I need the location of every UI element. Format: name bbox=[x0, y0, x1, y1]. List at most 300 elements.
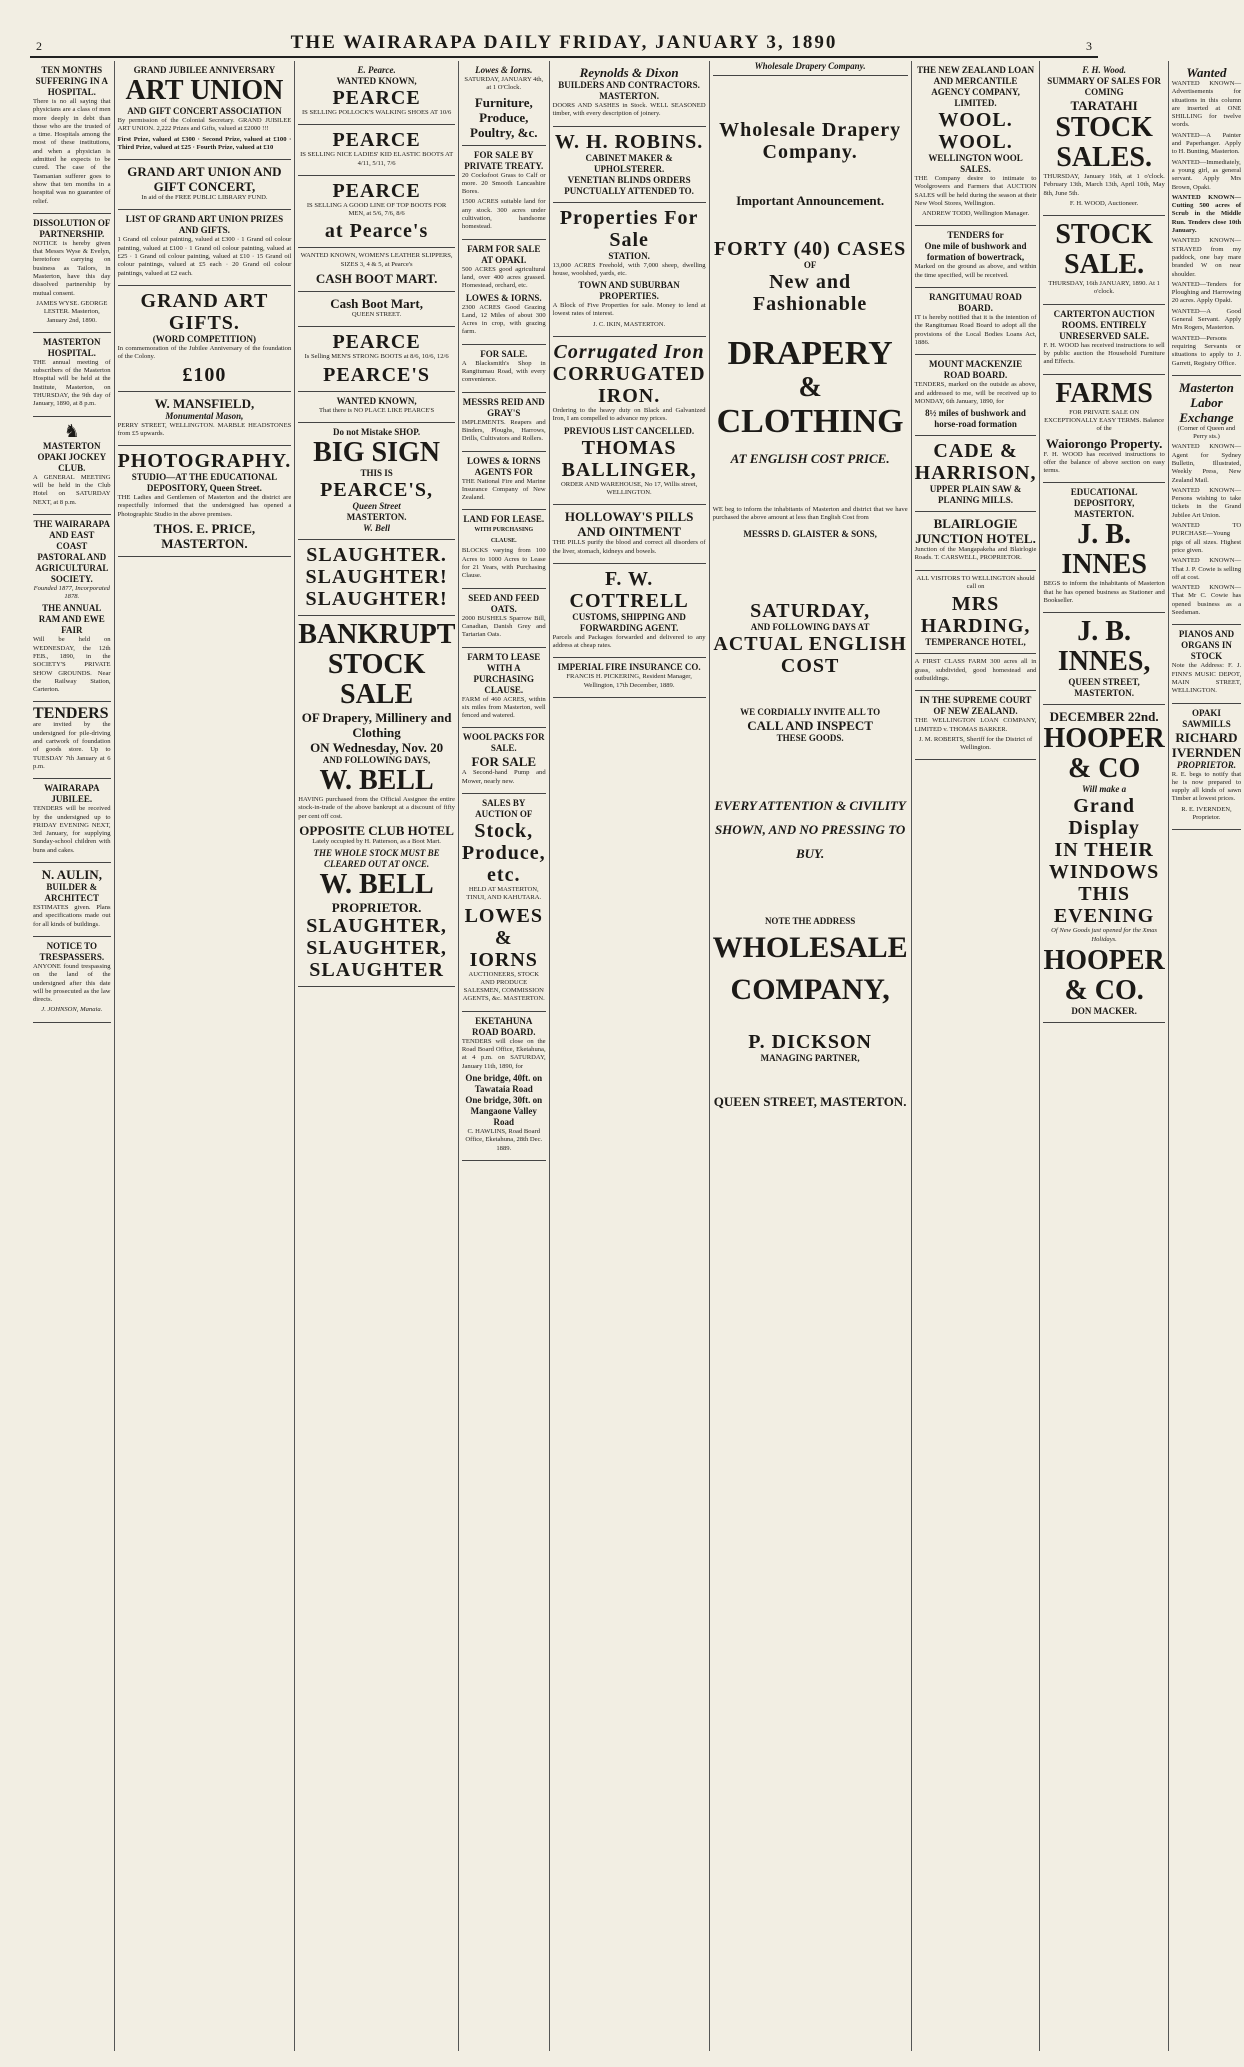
ad-body: In commemoration of the Jubilee Anniversary of the foundation of the Colony. bbox=[117, 344, 292, 361]
folio-right: 3 bbox=[1086, 39, 1092, 53]
ad-body: 20 Cocksfoot Grass to Calf or more. 20 Smooth Lancashire Bores. bbox=[461, 171, 546, 196]
street: Queen Street bbox=[352, 500, 401, 511]
ampersand: & bbox=[798, 372, 822, 403]
properties-ad bbox=[553, 203, 706, 337]
oats-ad bbox=[462, 589, 546, 648]
proprietor-title: PROPRIETOR. bbox=[1176, 759, 1236, 770]
ad-body: That there is NO PLACE LIKE PEARCE'S bbox=[319, 406, 435, 414]
ad-headline: FOR SALE BY PRIVATE TREATY. bbox=[464, 149, 544, 171]
ad-body: QUEEN STREET. bbox=[351, 311, 402, 319]
notice-body: ANYONE found trespassing on the land of the undersigned after this date will be prosecuted as the law directs. bbox=[33, 962, 111, 1004]
ad-body: IS SELLING NICE LADIES' KID ELASTIC BOOTS AT 4/11, 5/11, 7/6 bbox=[300, 151, 454, 167]
town: MASTERTON. bbox=[599, 91, 659, 101]
ad-body: A Blacksmith's Shop in Rangitumau Road, with every convenience. bbox=[461, 359, 546, 384]
ad-body: 13,000 ACRES Freehold, with 7,000 sheep, dwelling house, woolshed, yards, etc. bbox=[552, 261, 706, 277]
ad-headline: SALES BY AUCTION OF bbox=[475, 797, 533, 819]
ad-headline: FARM FOR SALE AT OPAKI. bbox=[467, 243, 541, 265]
these-goods: THESE GOODS. bbox=[776, 733, 844, 744]
ad-signature: F. H. WOOD, Auctioneer. bbox=[1069, 199, 1139, 207]
farm-lease-ad bbox=[462, 648, 546, 729]
ad-body: HELD AT MASTERTON, TINUI, AND KAHUTARA. bbox=[466, 885, 542, 902]
wanted-item: WANTED KNOWN—That Mr C. Cowie has opened business as a Seedsman. bbox=[1171, 584, 1242, 617]
ad-body: THE PILLS purify the blood and correct all disorders of the liver, stomach, kidneys and bowels. bbox=[552, 539, 706, 555]
firm-name: THOMAS BALLINGER, bbox=[561, 436, 697, 481]
ad-headline: SEED AND FEED OATS. bbox=[468, 592, 540, 614]
ad-headline: GRAND ART GIFTS. bbox=[140, 289, 269, 334]
ad-headline: BANKRUPT STOCK SALE bbox=[298, 618, 456, 710]
pearce-ad-2 bbox=[298, 125, 455, 176]
company-name: Wholesale Drapery Company. bbox=[719, 119, 902, 163]
tender-body: are invited by the undersigned for pile-driving and cartwork of foundation of goods store. Up to TUESDAY 7th January at 6 p.m. bbox=[33, 721, 111, 770]
ad-body: IS SELLING POLLOCK'S WALKING SHOES AT 10/6 bbox=[301, 109, 452, 116]
ad-subhead: WELLINGTON WOOL SALES. bbox=[928, 153, 1023, 174]
masthead bbox=[30, 14, 1098, 58]
ad-headline: TENDERS for bbox=[947, 230, 1004, 241]
ad-body: THE National Fire and Marine Insurance Company of New Zealand. bbox=[461, 477, 546, 502]
ad-headline: Wholesale Drapery Company. bbox=[754, 61, 866, 71]
ad-subhead: UPPER PLAIN SAW & PLANING MILLS. bbox=[929, 484, 1022, 506]
ad-headline: Corrugated Iron bbox=[553, 341, 705, 364]
notice-signature: JAMES WYSE. GEORGE LESTER. Masterton, January 2nd, 1890. bbox=[36, 299, 108, 324]
pianos-ad bbox=[1172, 625, 1241, 703]
ad-subhead: BUILDERS AND CONTRACTORS. bbox=[558, 80, 700, 90]
stock-sales-title: STOCK SALES. bbox=[1055, 112, 1153, 173]
tender-item: One mile of bushwork and formation of bowertrack, bbox=[924, 241, 1027, 263]
big-sign-ad bbox=[298, 423, 455, 540]
pearce-tagline: at Pearce's bbox=[324, 220, 429, 243]
ad-headline: EKETAHUNA ROAD BOARD. bbox=[472, 1015, 536, 1037]
pearce-name: PEARCE'S, bbox=[320, 478, 434, 501]
big-sign-title: BIG SIGN bbox=[313, 436, 440, 468]
tender-headline: TENDERS bbox=[33, 705, 109, 723]
stock-auction-ad bbox=[462, 794, 546, 1012]
trespass-notice bbox=[33, 937, 111, 1023]
of-word: OF bbox=[803, 260, 817, 270]
builder-name: N. AULIN, bbox=[41, 867, 102, 883]
ad-headline: OPAKI SAWMILLS bbox=[1182, 707, 1231, 729]
notice-body: A GENERAL MEETING will be held in the Club Hotel on SATURDAY NEXT, at 8 p.m. bbox=[33, 473, 111, 506]
ad-body: WE beg to inform the inhabitants of Masterton and district that we have purchased the above amount at less than English Cost from bbox=[712, 506, 908, 522]
ad-headline: CARTERTON AUCTION ROOMS. ENTIRELY UNRESERVED SALE. bbox=[1053, 308, 1155, 341]
pearce-ad-1 bbox=[298, 61, 455, 125]
ad-headline: SLAUGHTER. SLAUGHTER! SLAUGHTER! bbox=[305, 543, 448, 610]
pearce-name: PEARCE bbox=[332, 179, 421, 202]
ad-body: 2300 ACRES Good Grazing Land, 12 Miles of about 300 Acres in crop, with grazing farm. bbox=[461, 303, 546, 336]
ad-body: AUCTIONEERS, STOCK AND PRODUCE SALESMEN, COMMISSION AGENTS, &c. MASTERTON. bbox=[462, 970, 545, 1003]
ad-body: BLOCKS varying from 100 Acres to 1000 Acres to Lease for 21 Years, with Purchasing Clause. bbox=[461, 547, 546, 580]
ad-subhead: AND GIFT CONCERT ASSOCIATION bbox=[127, 106, 282, 116]
invite-line: WE CORDIALLY INVITE ALL TO bbox=[740, 707, 881, 718]
photography-ad bbox=[118, 446, 292, 557]
notice-headline: THE WAIRARAPA AND EAST COAST PASTORAL AND AGRICULTURAL SOCIETY. bbox=[33, 518, 110, 584]
ad-headline: MESSRS REID AND GRAY'S bbox=[462, 396, 545, 418]
column-4 bbox=[459, 61, 550, 2051]
ad-headline: W. H. ROBINS. bbox=[554, 130, 704, 153]
call-inspect: CALL AND INSPECT bbox=[747, 718, 873, 734]
column-9 bbox=[1169, 61, 1244, 2051]
bridge-one: One bridge, 40ft. on Tawataia Road bbox=[465, 1072, 543, 1094]
hotel-owner: MRS HARDING, bbox=[920, 593, 1031, 638]
wanted-item: WANTED KNOWN—Agent for Sydney Bulletin, Illustrated, Weekly Press, New Zealand Mail. bbox=[1171, 443, 1242, 484]
bankrupt-stock-ad bbox=[298, 616, 455, 987]
wanted-item: WANTED—Tenders for Ploughing and Harrowing 20 acres. Apply Opaki. bbox=[1171, 280, 1242, 305]
ad-signature: J. C. IKIN, MASTERTON. bbox=[593, 320, 666, 328]
ad-clearance: THE WHOLE STOCK MUST BE CLEARED OUT AT ONCE. bbox=[313, 848, 440, 870]
ad-body: IS SELLING A GOOD LINE OF TOP BOOTS FOR MEN, at 5/6, 7/6, 8/6 bbox=[306, 201, 447, 218]
drapery-title: DRAPERY bbox=[727, 335, 893, 372]
carterton-auction-ad bbox=[1043, 305, 1164, 375]
holloway-ad bbox=[553, 505, 706, 564]
ad-body: 2000 BUSHELS Sparrow Bill, Canadian, Danish Grey and Tartarian Oats. bbox=[461, 614, 546, 639]
note-address: NOTE THE ADDRESS bbox=[764, 916, 856, 927]
ad-subhead: (WORD COMPETITION) bbox=[152, 333, 257, 344]
notice-headline: DISSOLUTION OF PARTNERSHIP. bbox=[33, 217, 111, 239]
ad-body: Of New Goods just opened for the Xmas Holidays. bbox=[1051, 927, 1158, 943]
pearce-ad-4 bbox=[298, 248, 455, 292]
supplier-firm: MESSRS D. GLAISTER & SONS, bbox=[743, 529, 877, 540]
land-lease-ad bbox=[462, 510, 546, 588]
dissolution-notice bbox=[33, 214, 111, 333]
implements-ad bbox=[462, 393, 546, 452]
ad-headline: LAND FOR LEASE. bbox=[463, 514, 545, 525]
sale-date: ON Wednesday, Nov. 20 bbox=[310, 739, 444, 755]
ad-signature: FRANCIS H. PICKERING, Resident Manager, Wellington, 17th December, 1889. bbox=[566, 673, 692, 689]
ad-body: PERRY STREET, WELLINGTON. MARBLE HEADSTONES from £5 upwards. bbox=[117, 421, 292, 437]
attention-line: EVERY ATTENTION & CIVILITY SHOWN, AND NO PRESSING TO BUY. bbox=[714, 798, 906, 862]
ad-date: DECEMBER 22nd. bbox=[1049, 709, 1159, 725]
ad-headline: FARM TO LEASE WITH A PURCHASING CLAUSE. bbox=[467, 651, 541, 695]
cost-line: AT ENGLISH COST PRICE. bbox=[730, 451, 890, 466]
ad-body: FOR PRIVATE SALE ON EXCEPTIONALLY EASY TERMS. Balance of the bbox=[1044, 408, 1165, 433]
ad-headline: LIST OF GRAND ART UNION PRIZES AND GIFTS. bbox=[125, 214, 284, 236]
ad-body: THE Company desire to intimate to Woolgrowers and Farmers that AUCTION SALES will be held during the season at their New Wool Stores, Wellington. bbox=[914, 175, 1037, 207]
ad-body: R. E. begs to notify that he is now prepared to supply all kinds of sawn Timber at lowest prices. bbox=[1171, 770, 1242, 803]
ad-headline: HOLLOWAY'S PILLS AND OINTMENT bbox=[564, 509, 694, 540]
jubilee-tender bbox=[33, 779, 111, 863]
ad-body: VENETIAN BLINDS ORDERS PUNCTUALLY ATTENDED TO. bbox=[564, 174, 694, 196]
ad-subhead: Will make a bbox=[1082, 784, 1127, 795]
tender-item: 8½ miles of bushwork and horse-road formation bbox=[925, 408, 1026, 430]
ad-body: Marked on the ground as above, and within the time specified, will be received. bbox=[914, 263, 1037, 279]
wanted-item: WANTED—Immediately, a young girl, as general servant. Apply Mrs Brown, Opaki. bbox=[1171, 158, 1242, 191]
ad-headline: RANGITUMAU ROAD BOARD. bbox=[929, 292, 1022, 314]
hooper-name: HOOPER & CO bbox=[1043, 723, 1165, 785]
following-days: AND FOLLOWING DAYS AT bbox=[750, 622, 870, 633]
clothing-title: CLOTHING bbox=[716, 403, 904, 440]
eketahuna-tender bbox=[462, 1012, 546, 1161]
ad-headline: IN THE SUPREME COURT OF NEW ZEALAND. bbox=[919, 695, 1032, 717]
innes-ad-2 bbox=[1043, 613, 1164, 705]
imperial-fire-ad bbox=[553, 658, 706, 698]
ad-location: OPPOSITE CLUB HOTEL bbox=[299, 822, 454, 838]
ad-body: Ordering to the heavy duty on Black and Galvanized Iron, I am compelled to advance my prices. bbox=[552, 407, 706, 423]
ad-signature: J. M. ROBERTS, Sheriff for the District of Wellington. bbox=[918, 735, 1033, 752]
fashionable-line: New and Fashionable bbox=[752, 271, 868, 315]
farms-ad bbox=[1043, 375, 1164, 484]
rangitumau-notice bbox=[915, 288, 1037, 355]
wanted-known: WANTED KNOWN, bbox=[336, 395, 417, 406]
bridge-two: One bridge, 30ft. on Mangaone Valley Road bbox=[465, 1094, 543, 1127]
pearce-ad-5 bbox=[298, 292, 455, 327]
ad-headline: EDUCATIONAL DEPOSITORY, MASTERTON. bbox=[1070, 487, 1138, 520]
article-body: There is no all saying that physicians are a class of men more deeply in debt than those who are the trusted of a time. Hospitals among the most of these institutions, and when a physician is admitted he expects to be cured. The case of the Tasmanian sufferer goes to show that ten months in a hospital was no guarantee of relief. bbox=[33, 98, 111, 205]
ad-subhead: QUEEN STREET, MASTERTON. bbox=[1068, 677, 1140, 699]
ad-body: A Block of Five Properties for sale. Money to lend at lowest rates of interest. bbox=[552, 302, 706, 318]
pastoral-society-notice bbox=[33, 515, 111, 703]
column-2 bbox=[115, 61, 296, 2051]
ad-subhead: WITH PURCHASING CLAUSE. bbox=[474, 527, 534, 545]
ad-subhead: FOR SALE bbox=[471, 754, 537, 770]
ad-title: CORRUGATED IRON. bbox=[552, 363, 706, 408]
notice-headline: MASTERTON HOSPITAL. bbox=[43, 336, 101, 358]
ad-body: 1 Grand oil colour painting, valued at £300 · 1 Grand oil colour painting, valued at £100 · 1 Grand oil colour painting, valued at £25 · 1 Grand oil colour painting, valued at £10 · 15 Grand oil colour paintings, valued at £5 each · 20 Grand oil colour paintings, valued at £2 each. bbox=[117, 236, 292, 277]
builder-ad bbox=[33, 863, 111, 937]
art-union-title: ART UNION bbox=[125, 75, 284, 106]
taratahi-sales-ad bbox=[1043, 61, 1164, 216]
slaughter-ad bbox=[298, 540, 455, 616]
sawmills-ad bbox=[1172, 704, 1241, 831]
ad-headline: GRAND JUBILEE ANNIVERSARY bbox=[133, 65, 276, 75]
builders-ad bbox=[553, 61, 706, 127]
ad-headline: Masterton Labor Exchange bbox=[1179, 379, 1234, 425]
wanted-item: WANTED KNOWN—That J. P. Cowie is selling off at cost. bbox=[1171, 557, 1242, 581]
ad-body: TENDERS will close on the Road Board Office, Eketahuna, at 4 p.m. on SATURDAY, January 11th, 1890, for bbox=[461, 1037, 546, 1070]
column-8 bbox=[1040, 61, 1168, 2051]
bell-name: W. BELL bbox=[319, 869, 434, 901]
loan-agency-ad bbox=[915, 61, 1037, 226]
insurance-agents-ad bbox=[462, 452, 546, 511]
hooper-name: HOOPER & CO. bbox=[1043, 944, 1165, 1006]
wanted-known: WANTED KNOWN, bbox=[336, 76, 417, 86]
ad-body: DOORS AND SASHES in Stock. WELL SEASONED timber, with every description of joinery. bbox=[552, 102, 706, 118]
bushwork-tender bbox=[915, 226, 1037, 288]
ad-headline: MOUNT MACKENZIE ROAD BOARD. bbox=[929, 359, 1023, 381]
ad-title: PROPRIETOR. bbox=[331, 900, 422, 916]
wanted-item: WANTED—A Painter and Paperhanger. Apply to H. Bunting, Masterton. bbox=[1171, 131, 1242, 156]
fair-title: THE ANNUAL RAM AND EWE FAIR bbox=[38, 603, 105, 636]
ad-subhead: OF Drapery, Millinery and Clothing bbox=[301, 709, 452, 740]
cottrell-ad bbox=[553, 564, 706, 659]
ad-signature: ANDREW TODD, Wellington Manager. bbox=[921, 210, 1030, 218]
ad-body: Lately occupied by H. Patterson, as a Boot Mart. bbox=[312, 837, 441, 845]
column-7 bbox=[912, 61, 1041, 2051]
ad-body: ORDER AND WAREHOUSE, No 17, Willis street, WELLINGTON. bbox=[560, 480, 698, 496]
blacksmith-ad bbox=[462, 345, 546, 393]
columns bbox=[30, 61, 1242, 2051]
prize-amount: £100 bbox=[182, 363, 227, 386]
wanted-item: WANTED—Persons requiring Servants or situations to apply to J. Garrett, Registry Office. bbox=[1171, 334, 1242, 367]
ad-headline: Cash Boot Mart, bbox=[330, 296, 423, 312]
ad-headline: FARMS bbox=[1055, 377, 1153, 409]
mason-ad bbox=[118, 392, 292, 447]
pearce-name: PEARCE bbox=[332, 87, 421, 109]
wholesale-company: WHOLESALE COMPANY, bbox=[712, 931, 908, 1007]
wanted-item: WANTED KNOWN—Cutting 500 acres of Scrub in the Middle Run. Tenders close 10th January. bbox=[1171, 193, 1242, 235]
ad-subhead: TOWN AND SUBURBAN PROPERTIES. bbox=[578, 280, 680, 302]
supreme-court-notice bbox=[915, 691, 1037, 760]
ad-subhead: PREVIOUS LIST CANCELLED. bbox=[564, 425, 695, 436]
saw-mills-ad bbox=[915, 436, 1037, 512]
innes-name: J. B. INNES, bbox=[1057, 616, 1151, 678]
horse-icon: ♞ bbox=[63, 420, 80, 441]
ad-body: IT is hereby notified that it is the intention of the Rangitumau Road Board to adopt all the provisions of the Local Bodies Loans Act, 1886. bbox=[914, 314, 1037, 346]
column-6 bbox=[710, 61, 912, 2051]
ad-headline: F. H. Wood. bbox=[1082, 65, 1126, 75]
jockey-club-notice bbox=[33, 417, 111, 515]
proprietor-name: RICHARD IVERNDEN bbox=[1171, 729, 1242, 760]
pearce-ad-6 bbox=[298, 327, 455, 391]
ad-headline: IMPERIAL FIRE INSURANCE CO. bbox=[557, 662, 701, 673]
ad-headline: BLAIRLOGIE JUNCTION HOTEL. bbox=[915, 516, 1036, 547]
ad-headline: CASH BOOT MART. bbox=[315, 271, 438, 287]
ad-body: In aid of the FREE PUBLIC LIBRARY FUND. bbox=[141, 194, 268, 202]
ad-body: THURSDAY, 16th JANUARY, 1890. At 1 o'clock. bbox=[1048, 280, 1160, 296]
wool-packs-ad bbox=[462, 728, 546, 794]
ad-body: THIS IS bbox=[360, 467, 393, 478]
bell-name: W. BELL bbox=[319, 764, 434, 796]
ad-body: 1500 ACRES suitable land for any stock. 300 acres under cultivation, handsome homestead. bbox=[461, 198, 546, 231]
ad-body: A FIRST CLASS FARM 300 acres all in grass, subdivided, good homestead and outbuildings. bbox=[914, 658, 1037, 682]
windows-line: IN THEIR WINDOWS THIS EVENING bbox=[1048, 839, 1160, 928]
farm-sale-ad bbox=[915, 654, 1037, 691]
pearce-name: PEARCE bbox=[332, 331, 421, 354]
ad-headline: THE NEW ZEALAND LOAN AND MERCANTILE AGENCY COMPANY, LIMITED. bbox=[916, 65, 1035, 108]
folio-left: 2 bbox=[36, 39, 42, 53]
wanted-item: WANTED KNOWN—Advertisements for situations in this column are inserted at ONE SHILLING for twelve words. bbox=[1171, 80, 1242, 129]
opaki-farm-ad bbox=[462, 240, 546, 345]
stock-sale-ad bbox=[1043, 216, 1164, 305]
column-1 bbox=[30, 61, 115, 2051]
ad-body: Junction of the Mangapakeha and Blairlogie Roads. T. CARSWELL, PROPRIETOR. bbox=[914, 546, 1037, 562]
wanted-item: WANTED KNOWN—STRAYED from my paddock, one bay mare branded W on near shoulder. bbox=[1171, 237, 1242, 278]
ad-headline: Lowes & Iorns. bbox=[475, 65, 533, 75]
firm-name: LOWES & IORNS bbox=[464, 904, 543, 971]
corrugated-iron-ad bbox=[553, 337, 706, 505]
ad-title: Stock, Produce, etc. bbox=[461, 819, 546, 886]
art-union-ad bbox=[118, 61, 292, 160]
ad-signature: C. HAWLINS, Road Board Office, Eketahuna, 28th Dec. 1889. bbox=[465, 1127, 543, 1152]
sale-more: AND FOLLOWING DAYS, bbox=[322, 754, 431, 765]
innes-name: J. B. INNES bbox=[1061, 519, 1147, 581]
ad-headline: W. MANSFIELD, bbox=[154, 395, 255, 411]
town: TARATAHI bbox=[1070, 98, 1138, 113]
tender-body: TENDERS will be received by the undersigned up to FRIDAY EVENING NEXT, 3rd January, for supplying Sunday-school children with buns and cakes. bbox=[33, 805, 111, 854]
sale-day: SATURDAY, bbox=[750, 600, 871, 623]
ad-headline: PHOTOGRAPHY. bbox=[117, 450, 292, 473]
hooper-ad bbox=[1043, 705, 1164, 1023]
notice-body: THE annual meeting of subscribers of the Masterton Hospital will be held at the Institute, Masterton, on THURSDAY, the 9th day of January, 1890, at 8 p.m. bbox=[33, 358, 111, 408]
column-5 bbox=[550, 61, 710, 2051]
ad-headline: CADE & HARRISON, bbox=[914, 440, 1037, 485]
ad-body: 500 ACRES good agricultural land, over 400 acres grassed. Homestead, orchard, etc. bbox=[461, 265, 546, 290]
ad-signature: LOWES & IORNS. bbox=[465, 292, 542, 303]
ad-subhead: STUDIO—AT THE EDUCATIONAL DEPOSITORY, Queen Street. bbox=[131, 472, 278, 494]
company-address: QUEEN STREET, MASTERTON. bbox=[713, 1094, 907, 1110]
wanted-column bbox=[1172, 61, 1241, 376]
wool-title: WOOL. WOOL. bbox=[938, 109, 1013, 153]
ad-signature: THOS. E. PRICE, MASTERTON. bbox=[153, 521, 256, 552]
pearce-ad-7 bbox=[298, 392, 455, 423]
ad-headline: Reynolds & Dixon bbox=[579, 65, 679, 80]
ad-body: ALL VISITORS TO WELLINGTON should call on bbox=[916, 574, 1035, 591]
notice-body: Will be held on WEDNESDAY, the 12th FEB., 1890, in the SOCIETY'S PRIVATE SHOW GROUNDS. Near the Railway Station, Carterton. bbox=[33, 636, 111, 694]
builder-body: ESTIMATES given. Plans and specifications made out for all kinds of buildings. bbox=[33, 904, 111, 928]
hospital-meeting-notice bbox=[33, 333, 111, 417]
tender-headline: WAIRARAPA JUBILEE. bbox=[44, 783, 100, 805]
ad-body: TENDERS, marked on the outside as above, and addressed to me, will be received up to MONDAY, 6th January, 1890, for bbox=[914, 381, 1037, 405]
labor-exchange-ad bbox=[1172, 376, 1241, 626]
ad-headline: SLAUGHTER, SLAUGHTER, SLAUGHTER bbox=[306, 915, 447, 982]
article-headline: TEN MONTHS SUFFERING IN A HOSPITAL. bbox=[35, 65, 109, 97]
builder-title: BUILDER & ARCHITECT bbox=[44, 882, 100, 904]
grand-display: Grand Display bbox=[1068, 795, 1140, 840]
sale-date: SATURDAY, JANUARY 4th, at 1 O'Clock. bbox=[464, 76, 544, 92]
ad-body: THE Ladies and Gentlemen of Masterton and the district are respectfully informed that the undersigned has opened a Photographic Studio in the above premises. bbox=[117, 494, 292, 518]
notice-headline: NOTICE TO TRESPASSERS. bbox=[39, 940, 105, 962]
announcement: Important Announcement. bbox=[736, 193, 885, 208]
ad-body: Furniture, Produce, Poultry, &c. bbox=[470, 94, 538, 140]
ad-body: Is Selling MEN'S STRONG BOOTS at 8/6, 10/6, 12/6 bbox=[304, 353, 449, 361]
manager-title: MANAGING PARTNER, bbox=[760, 1053, 860, 1064]
pearce-name: PEARCE bbox=[332, 129, 421, 152]
auction-ad bbox=[462, 61, 546, 146]
town: MASTERTON. bbox=[346, 511, 407, 522]
ad-headline: E. Pearce. bbox=[357, 65, 396, 75]
mackenzie-tender bbox=[915, 355, 1037, 436]
ad-body: A Second-hand Pump and Mower, nearly new. bbox=[461, 769, 546, 785]
ad-headline: LOWES & IORNS AGENTS FOR bbox=[467, 455, 541, 477]
hospital-article bbox=[33, 61, 111, 214]
pearce-tagline: PEARCE'S bbox=[323, 363, 431, 386]
ad-small: Do not Mistake SHOP. bbox=[333, 426, 421, 437]
prize-list: First Prize, valued at £300 · Second Prize, valued at £100 · Third Prize, valued at £25 · Fourth Prize, valued at £10 bbox=[117, 135, 292, 151]
ad-signature: R. E. IVERNDEN, Proprietor. bbox=[1181, 805, 1232, 821]
gift-concert-ad bbox=[118, 160, 292, 210]
column-3 bbox=[295, 61, 459, 2051]
hotel-name: TEMPERANCE HOTEL, bbox=[925, 637, 1026, 648]
cases-headline: FORTY (40) CASES bbox=[713, 238, 907, 260]
manager-name: P. DICKSON bbox=[748, 1031, 872, 1054]
pile-driving-tender bbox=[33, 702, 111, 779]
ad-body: THURSDAY, January 16th, at 1 o'clock. February 13th, March 13th, April 10th, May 8th, June 5th. bbox=[1043, 173, 1165, 197]
ad-subhead: STATION. bbox=[608, 250, 650, 261]
property-name: Waiorongo Property. bbox=[1045, 435, 1163, 451]
cabinet-maker-ad bbox=[553, 127, 706, 203]
wanted-item: WANTED TO PURCHASE—Young pigs of all sizes. Highest price given. bbox=[1171, 522, 1242, 554]
ad-headline: Properties For Sale bbox=[559, 206, 699, 251]
ad-headline: GRAND ART UNION AND GIFT CONCERT, bbox=[127, 164, 282, 195]
newspaper-title: THE WAIRARAPA DAILY FRIDAY, JANUARY 3, 1890 bbox=[290, 32, 838, 53]
wanted-item: WANTED—A Good General Servant. Apply Mrs Rogers, Masterton. bbox=[1171, 307, 1242, 332]
ad-body: F. H. WOOD has received instructions to sell by public auction the Household Furniture and Effects. bbox=[1043, 341, 1165, 366]
ad-subhead: Monumental Mason, bbox=[165, 410, 244, 421]
ad-subhead: CUSTOMS, SHIPPING AND FORWARDING AGENT. bbox=[572, 611, 686, 633]
ad-body: IMPLEMENTS. Reapers and Binders, Ploughs, Harrows, Drills, Cultivators and Rollers. bbox=[461, 418, 546, 443]
ad-body: By permission of the Colonial Secretary. GRAND JUBILEE ART UNION. 2,222 Prizes and Gifts, valued at £2000 !!! bbox=[117, 117, 292, 133]
ad-signature: DON MACKER. bbox=[1071, 1005, 1137, 1016]
ad-body: Note the Address: F. J. FINN'S MUSIC DEPOT, MAIN STREET, WELLINGTON. bbox=[1171, 662, 1242, 695]
ad-body: HAVING purchased from the Official Assignee the entire stock-in-trade of the above bankrupt at a discount of fifty per cent off cost. bbox=[298, 795, 455, 820]
ad-subhead: CABINET MAKER & UPHOLSTERER. bbox=[585, 152, 673, 174]
ad-headline: F. W. COTTRELL bbox=[569, 567, 689, 612]
ad-headline: FOR SALE. bbox=[480, 348, 528, 359]
temperance-hotel-ad bbox=[915, 571, 1037, 655]
art-gifts-ad bbox=[118, 286, 292, 392]
notice-body: NOTICE is hereby given that Messrs Wyse & Evelyn, heretofore carrying on business as Tailors, in Masterton, have this day dissolved partnership by mutual consent. bbox=[33, 239, 111, 297]
ad-headline: WOOL PACKS FOR SALE. bbox=[462, 732, 545, 754]
ad-body: WANTED KNOWN, WOMEN'S LEATHER SLIPPERS, SIZES 3, 4 & 5, at Pearce's bbox=[300, 252, 453, 268]
ad-headline: STOCK SALE. bbox=[1055, 219, 1153, 281]
